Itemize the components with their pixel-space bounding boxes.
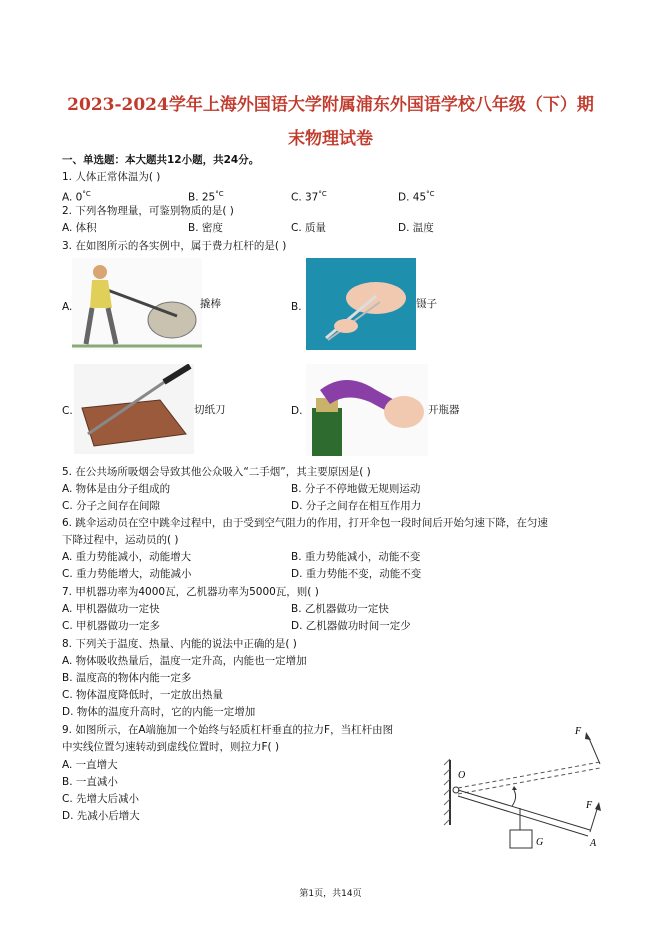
q5-stem: 5. 在公共场所吸烟会导致其他公众吸入“二手烟”，其主要原因是( )	[62, 466, 371, 478]
q7-stem: 7. 甲机器功率为4000瓦，乙机器功率为5000瓦，则( )	[62, 586, 319, 598]
paper-cutter-figure	[74, 364, 194, 454]
lever-label-a: A	[590, 838, 597, 849]
q9-option-d: D. 先减小后增大	[62, 810, 140, 822]
q1-option-b: B. $25^{^\circ C}$	[188, 190, 224, 204]
q5-option-d: D. 分子之间存在相互作用力	[291, 500, 422, 512]
q8-option-d: D. 物体的温度升高时，它的内能一定增加	[62, 706, 256, 718]
q6-option-b: B. 重力势能减小，动能不变	[291, 551, 421, 563]
q6-option-a: A. 重力势能减小，动能增大	[62, 551, 192, 563]
title-line-1: 2023-2024学年上海外国语大学附属浦东外国语学校八年级（下）期	[67, 95, 594, 115]
crowbar-figure	[72, 258, 202, 350]
q9-option-a: A. 一直增大	[62, 759, 118, 771]
q7-option-d: D. 乙机器做功时间一定少	[291, 620, 411, 632]
q1-option-a: A. $0^{^\circ C}$	[62, 190, 91, 204]
q9-option-b: B. 一直减小	[62, 776, 118, 788]
q6-stem-2: 下降过程中，运动员的( )	[62, 534, 179, 546]
lever-label-g: G	[536, 837, 544, 848]
q5-option-b: B. 分子不停地做无规则运动	[291, 483, 421, 495]
q6-stem-1: 6. 跳伞运动员在空中跳伞过程中，由于受到空气阻力的作用，打开伞包一段时间后开始匀速下降，在匀速	[62, 517, 548, 529]
q1-option-d: D. $45^{^\circ C}$	[398, 190, 435, 204]
q7-option-b: B. 乙机器做功一定快	[291, 603, 389, 615]
q3-option-d: D.	[291, 405, 303, 417]
q7-option-c: C. 甲机器做功一定多	[62, 620, 161, 632]
q3-caption-a: 撬棒	[200, 298, 221, 310]
q8-stem: 8. 下列关于温度、热量、内能的说法中正确的是( )	[62, 638, 297, 650]
q2-option-b: B. 密度	[188, 222, 223, 234]
q3-caption-d: 开瓶器	[428, 404, 460, 416]
q5-option-a: A. 物体是由分子组成的	[62, 483, 171, 495]
q3-option-a: A.	[62, 301, 73, 313]
title-line-2: 末物理试卷	[288, 129, 373, 149]
q8-option-b: B. 温度高的物体内能一定多	[62, 672, 192, 684]
tweezers-figure	[306, 258, 416, 350]
q8-option-a: A. 物体吸收热量后，温度一定升高，内能也一定增加	[62, 655, 307, 667]
q2-option-a: A. 体积	[62, 222, 97, 234]
q3-option-c: C.	[62, 405, 73, 417]
page-footer: 第1页，共14页	[299, 889, 362, 899]
q6-option-d: D. 重力势能不变，动能不变	[291, 568, 422, 580]
q2-stem: 2. 下列各物理量，可鉴别物质的是( )	[62, 205, 234, 217]
lever-label-o: O	[458, 770, 466, 781]
q9-option-c: C. 先增大后减小	[62, 793, 140, 805]
section-heading: 一、单选题：本大题共12小题，共24分。	[62, 154, 260, 166]
q7-option-a: A. 甲机器做功一定快	[62, 603, 160, 615]
q3-caption-c: 切纸刀	[194, 404, 226, 416]
q1-stem: 1. 人体正常体温为( )	[62, 171, 161, 183]
q1-option-c: C. $37^{^\circ C}$	[291, 190, 327, 204]
lever-diagram	[440, 720, 610, 855]
lever-label-f-top: F	[575, 726, 582, 737]
q2-option-c: C. 质量	[291, 222, 327, 234]
q5-option-c: C. 分子之间存在间隙	[62, 500, 161, 512]
q3-stem: 3. 在如图所示的各实例中，属于费力杠杆的是( )	[62, 240, 287, 252]
q6-option-c: C. 重力势能增大，动能减小	[62, 568, 192, 580]
q3-caption-b: 镊子	[416, 298, 437, 310]
lever-label-f-bottom: F	[586, 800, 593, 811]
q9-stem-2: 中实线位置匀速转动到虚线位置时，则拉力F( )	[62, 741, 280, 753]
bottle-opener-figure	[306, 364, 428, 456]
q3-option-b: B.	[291, 301, 302, 313]
q8-option-c: C. 物体温度降低时，一定放出热量	[62, 689, 224, 701]
q9-stem-1: 9. 如图所示，在A端施加一个始终与轻质杠杆垂直的拉力F，当杠杆由图	[62, 724, 394, 736]
q2-option-d: D. 温度	[398, 222, 434, 234]
